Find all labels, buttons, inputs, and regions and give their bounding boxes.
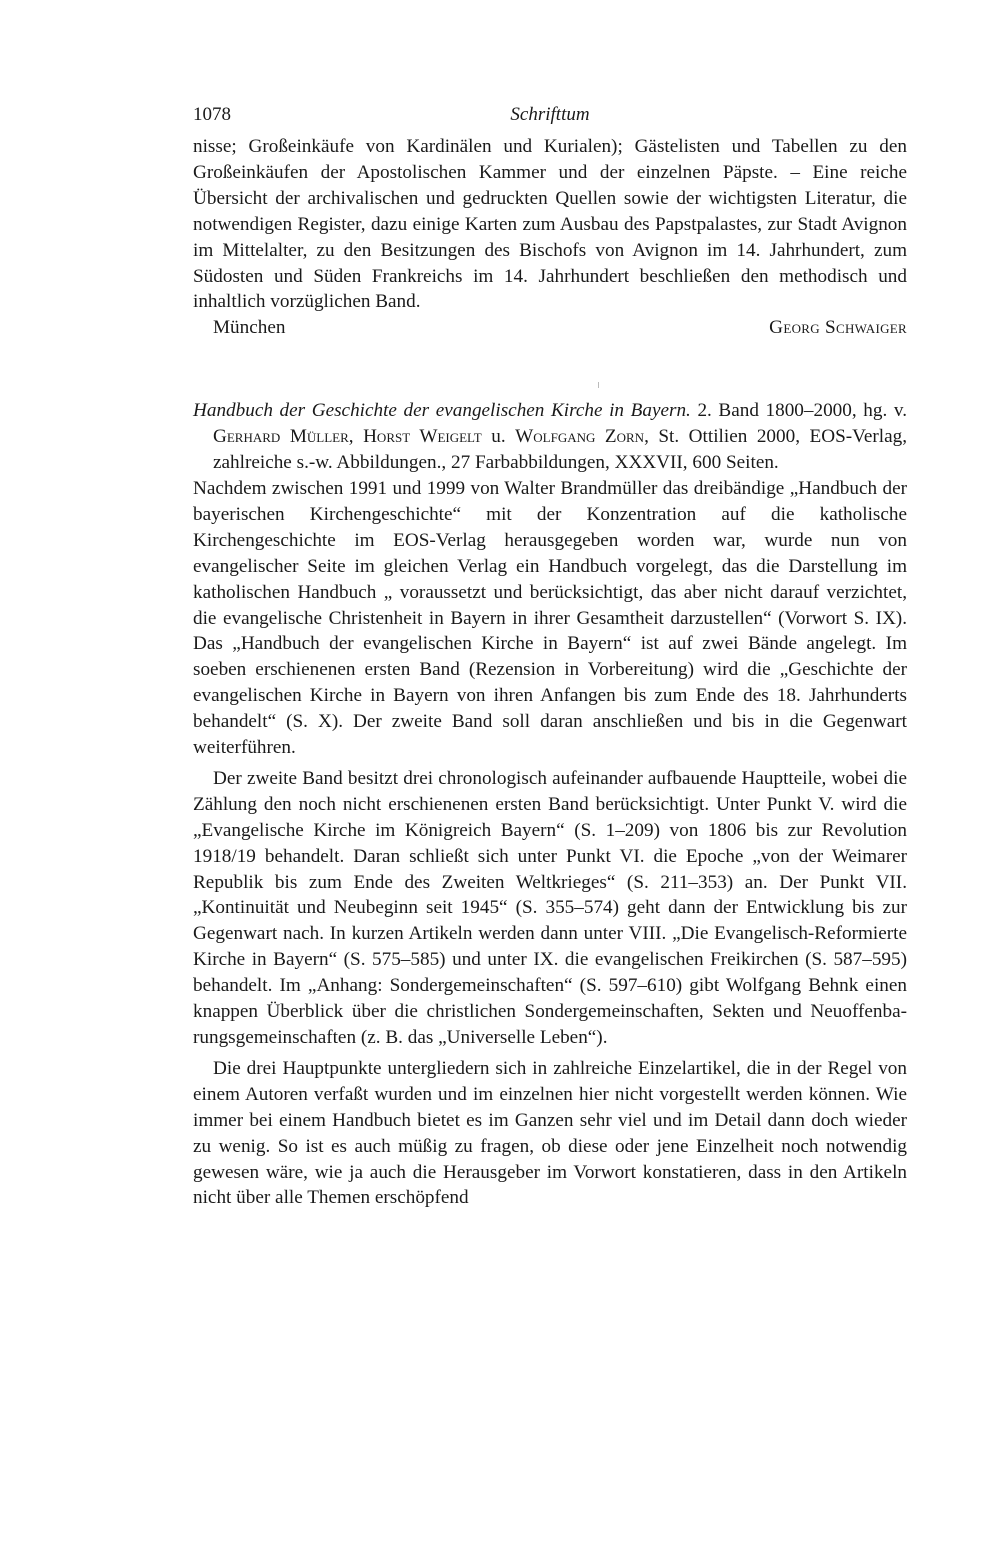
review-bibliographic-heading [193,398,907,476]
editor-sep-1: , [348,426,364,448]
review-paragraph-3: Die drei Hauptpunkte untergliedern sich in zahlreiche Einzelartikel, die in der Regel von einem Autoren verfaßt wurden und im einzelnen hier nicht vorgestellt werden können. Wie immer bei einem Handbuch bietet es im Ganzen sehr viel und im Detail dann doch wieder zu wenig. So ist es auch müßig zu fragen, ob diese oder jene Einzelheit noch notwendig gewesen wäre, wie ja auch die Herausgeber im Vorwort konstatieren, dass in den Artikeln nicht über alle Themen erschöpfend [193,1057,907,1209]
editor-1: Gerhard Müller [213,426,349,448]
book-title: Handbuch der Geschichte der evangelischen Kirche in Bayern. [193,400,691,422]
print-mark [598,382,599,388]
reviewer-name: Georg Schwaiger [769,317,907,339]
editor-3: Wolfgang Zorn [515,426,645,448]
review-paragraph-2: Der zweite Band besitzt drei chronologisch aufeinander aufbauende Hauptteile, wobei die Zählung den noch nicht erschienenen ersten Band berücksichtigt. Unter Punkt V. wird die „Evangelische Kirche im Königreich Bayern“ (S. 1–209) von 1806 bis zur Revolution 1918/19 behandelt. Daran schließt sich unter Punkt VI. die Epoche „von der Weimarer Republik bis zum Ende des Zweiten Weltkrieges“ (S. 211–353) an. Der Punkt VII. „Kontinuität und Neubeginn seit 1945“ (S. 355–574) geht dann der Entwicklung bis zur Gegenwart nach. In kurzen Artikeln werden dann unter VIII. „Die Evangelisch-Reformierte Kirche in Bayern“ (S. 575–585) und unter IX. die evangelischen Freikirchen (S. 587–595) behandelt. Im „Anhang: Sondergemeinschaften“ (S. 597–610) gibt Wolfgang Behnk einen knappen Überblick über die christlichen Sondergemeinschaften, Sekten und Neuoffenbarungsgemeinschaften (z. B. das „Universelle Leben“). [193,767,907,1048]
page-header [193,104,907,134]
editor-2: Horst Weigelt [363,426,482,448]
running-head: Schrifttum [510,104,590,125]
book-meta-b: , St. Ottilien 2000, EOS-Verlag, zahlreiche s.-w. Abbildungen., 27 Farbabbildungen, XXXVII, 600 Seiten. [213,426,908,474]
editor-sep-2: u. [481,426,516,448]
reviewer-place: München [213,317,286,339]
page [193,104,907,1211]
book-meta-a: 2. Band 1800–2000, hg. v. [690,400,907,422]
review-body [193,476,907,1211]
review-paragraph-1: Nachdem zwischen 1991 und 1999 von Walter Brandmüller das dreibändige „Handbuch der bayerischen Kirchengeschichte“ mit der Konzentration auf die katholische Kirchengeschichte im EOS-Verlag herausgegeben worden war, wurde nun von evangelischer Seite im gleichen Verlag ein Handbuch vorgelegt, das die Darstellung im katholischen Handbuch „ voraussetzt und berücksichtigt, das aber nicht darauf verzichtet, die evangelische Christenheit in Bayern in ihrer Gesamtheit darzustellen“ (Vorwort S. IX). Das „Handbuch der evangelischen Kirche in Bayern“ ist auf zwei Bände angelegt. Im soeben erschienenen ersten Band (Rezension in Vorbereitung) wird die „Geschichte der evangelischen Kirche in Bayern von ihren Anfangen bis zum Ende des 18. Jahrhunderts behandelt“ (S. X). Der zweite Band soll daran anschließen und bis in die Gegenwart weiterführen. [193,477,907,759]
page-number: 1078 [193,104,231,125]
previous-review-continuation [193,134,907,315]
continuation-paragraph: nisse; Großeinkäufe von Kardinälen und Kurialen); Gästelisten und Tabellen zu den Großeinkäufen der Apostolischen Kammer und der einzelnen Päpste. – Eine reiche Übersicht der archivalischen und gedruckten Quellen sowie der wichtigsten Literatur, die notwendigen Register, dazu einige Karten zum Ausbau des Papstpalastes, zur Stadt Avignon im Mittelalter, zu den Besitzungen des Bischofs von Avignon im 14. Jahrhundert, zum Südosten und Süden Frankreichs im 14. Jahrhundert beschließen den methodisch und inhaltlich vorzüglichen Band. [193,136,907,313]
reviewer-signature [193,315,907,341]
